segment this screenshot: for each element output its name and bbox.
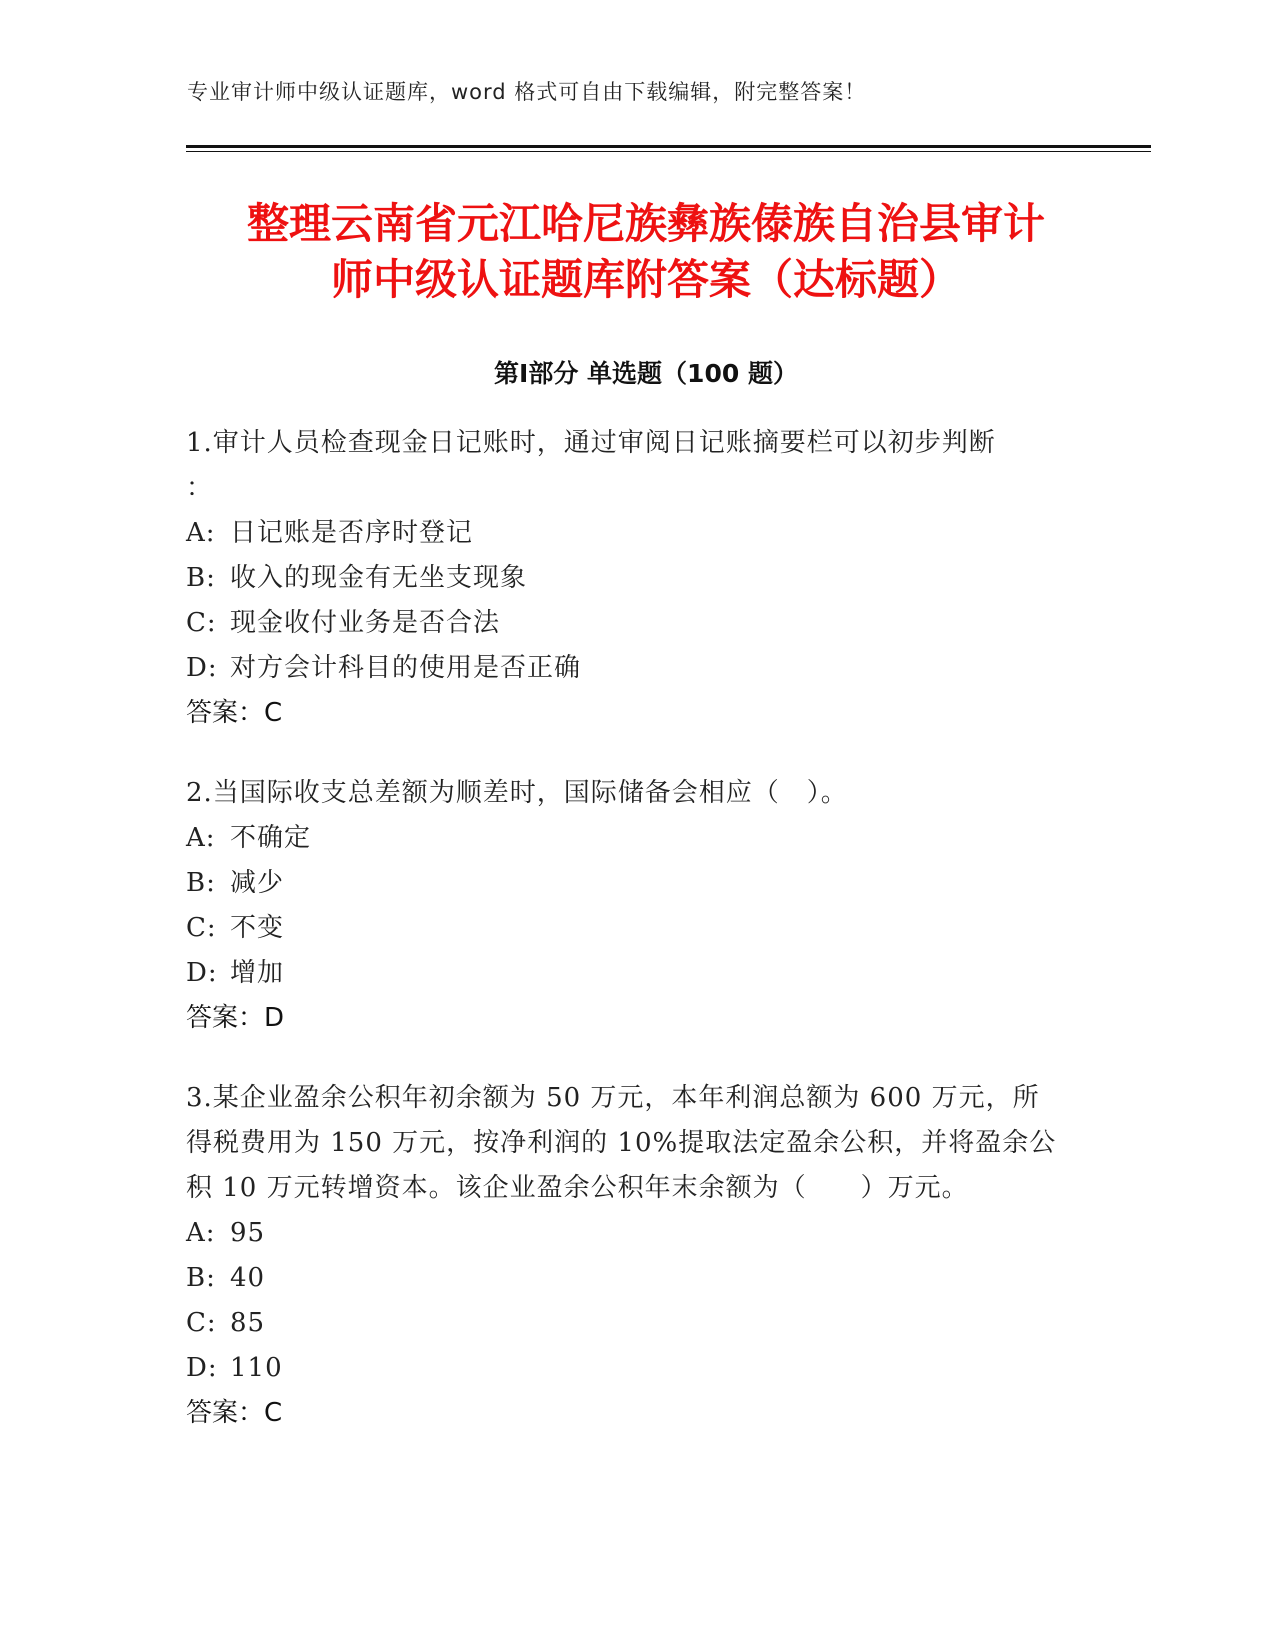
option-letter: C:	[186, 1308, 217, 1338]
title-line-2: 师中级认证题库附答案（达标题）	[330, 255, 961, 304]
header-rule-thin	[186, 151, 1151, 152]
title-line-1: 整理云南省元江哈尼族彝族傣族自治县审计	[246, 199, 1045, 248]
question-stem: 积 10 万元转增资本。该企业盈余公积年末余额为（ ）万元。	[186, 1173, 969, 1203]
answer-label: 答案：C	[186, 1398, 283, 1428]
section-heading: 第Ⅰ部分 单选题（100 题）	[494, 359, 798, 388]
option-text: 40	[230, 1263, 266, 1293]
option-text: 减少	[230, 868, 285, 898]
question-stem: 1.审计人员检查现金日记账时，通过审阅日记账摘要栏可以初步判断	[186, 428, 996, 458]
option-text: 95	[230, 1218, 266, 1248]
option-letter: A:	[186, 518, 216, 548]
option-b	[186, 1256, 1086, 1301]
question-stem: 3.某企业盈余公积年初余额为 50 万元，本年利润总额为 600 万元，所	[186, 1083, 1040, 1113]
option-b	[186, 556, 1086, 601]
question-2	[186, 771, 1086, 1041]
option-text: 现金收付业务是否合法	[230, 608, 501, 638]
document-title	[186, 196, 1106, 308]
option-text: 不变	[230, 913, 285, 943]
option-text: 增加	[230, 958, 285, 988]
option-text: 85	[230, 1308, 266, 1338]
option-d	[186, 646, 1086, 691]
option-letter: A:	[186, 1218, 216, 1248]
option-text: 日记账是否序时登记	[230, 518, 474, 548]
option-c	[186, 1301, 1086, 1346]
answer-label: 答案：D	[186, 1003, 285, 1033]
option-c	[186, 906, 1086, 951]
header-note: 专业审计师中级认证题库，word 格式可自由下载编辑，附完整答案！	[187, 80, 867, 104]
option-letter: B:	[186, 868, 216, 898]
option-letter: B:	[186, 1263, 216, 1293]
option-a	[186, 511, 1086, 556]
option-letter: D:	[186, 958, 218, 988]
option-text: 对方会计科目的使用是否正确	[230, 653, 582, 683]
option-letter: C:	[186, 608, 217, 638]
option-letter: A:	[186, 823, 216, 853]
option-b	[186, 861, 1086, 906]
option-text: 110	[230, 1353, 283, 1383]
option-text: 不确定	[230, 823, 312, 853]
option-a	[186, 1211, 1086, 1256]
option-letter: D:	[186, 1353, 218, 1383]
option-letter: D:	[186, 653, 218, 683]
option-d	[186, 951, 1086, 996]
question-stem: 得税费用为 150 万元，按净利润的 10%提取法定盈余公积，并将盈余公	[186, 1128, 1057, 1158]
option-c	[186, 601, 1086, 646]
option-a	[186, 816, 1086, 861]
question-stem: 2.当国际收支总差额为顺差时，国际储备会相应（ ）。	[186, 778, 848, 808]
question-3	[186, 1076, 1086, 1436]
question-1	[186, 421, 1086, 736]
answer-label: 答案：C	[186, 698, 283, 728]
option-d	[186, 1346, 1086, 1391]
question-stem: ：	[186, 473, 214, 503]
option-letter: B:	[186, 563, 216, 593]
header-rule-thick	[186, 145, 1151, 148]
option-text: 收入的现金有无坐支现象	[230, 563, 528, 593]
option-letter: C:	[186, 913, 217, 943]
